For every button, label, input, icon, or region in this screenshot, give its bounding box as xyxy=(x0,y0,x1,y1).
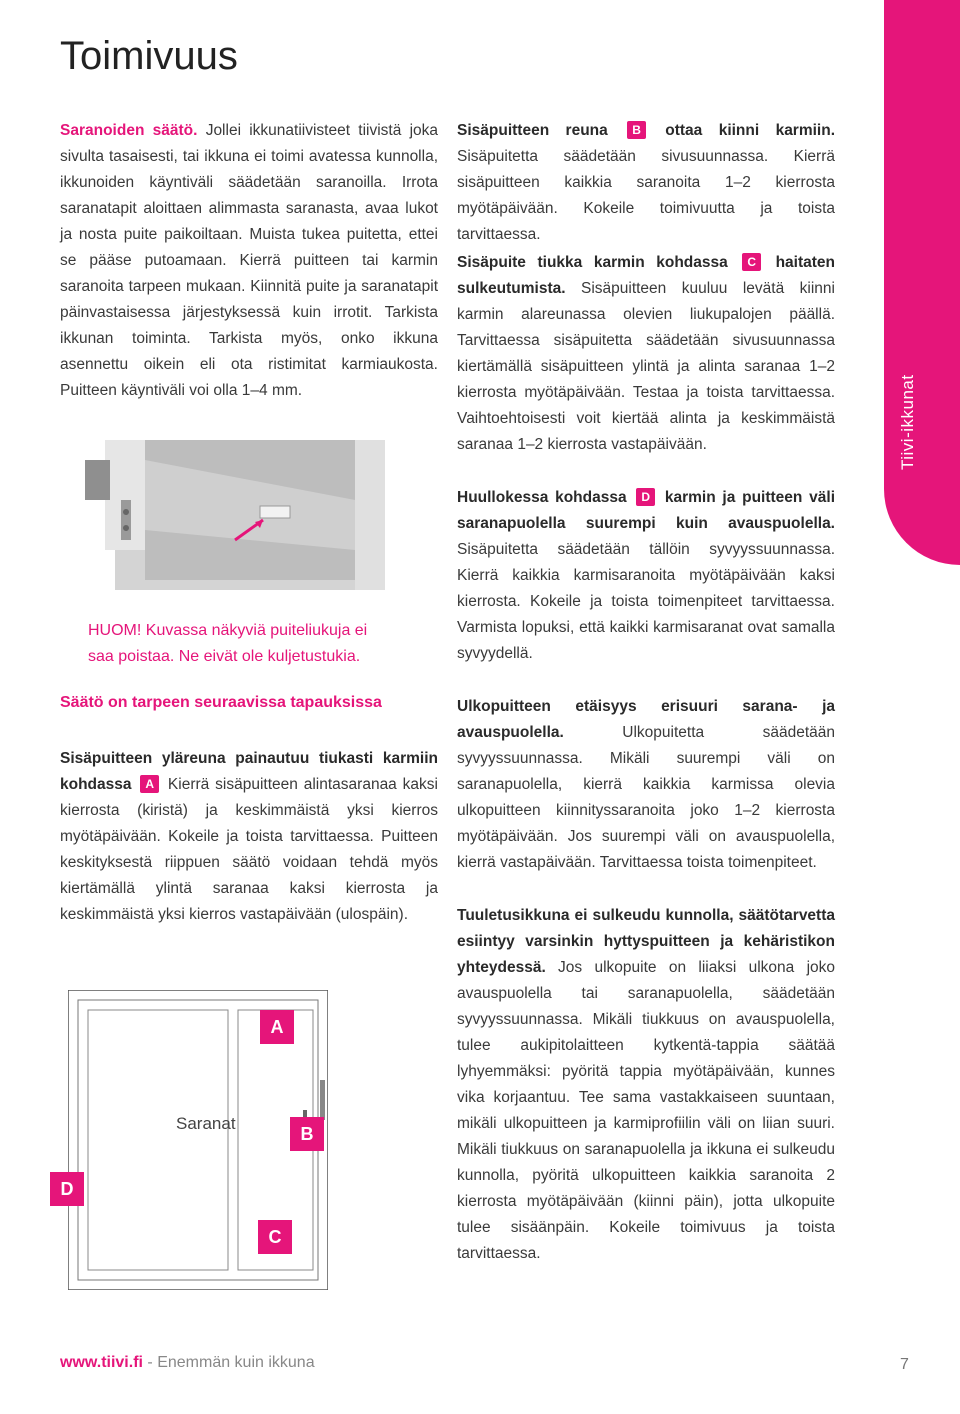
case-c-text: Sisäpuitteen kuuluu levätä kiinni karmin alareunassa olevien liukupalojen päällä. Tarvittaessa sisäpuitetta säädetään sivusuunnassa kiertämällä sisäpuitteen ylintä ja alinta saranaa 1–2 kierrosta myötäpäivään. Testaa ja toista tarvittaessa. Vaihtoehtoisesti voit kiertää alinta ja keskimmäistä saranaa 1–2 kierrosta vastapäivään. xyxy=(457,280,835,453)
case-f-text: Jos ulkopuite on liiaksi ulkona joko avauspuolella tai saranapuolella, säädetään syvyyssuunnassa. Mikäli tiukkuus on avauspuolella, tulee aukipitolaitteen kytkentä-tappia säätää lyhyemmäksi: pyöritä tappia myötäpäivään, kunnes vika korjaantuu. Tee sama vastakkaiseen suuntaan, mikäli ulkopuitteen ja karmiprofiilin väli on liian suuri. Mikäli tiukkuus on saranapuolella ja ikkuna ei sulkeudu kunnolla, pyöritä ulkopuitteen kaikkia saranoita 2 kierrosta myötäpäivään (kiinni päin), jotta ulkopuite tulee sisäänpäin. Kokeile toimivuus ja toista tarvittaessa. xyxy=(457,959,835,1262)
diagram-label-d: D xyxy=(50,1172,84,1206)
intro-heading: Saranoiden säätö. xyxy=(60,122,198,139)
case-b-heading-1: Sisäpuitteen reuna xyxy=(457,122,608,139)
intro-paragraph xyxy=(60,118,438,404)
case-b-paragraph xyxy=(457,118,835,248)
case-f-paragraph xyxy=(457,903,835,1267)
note-line-1: HUOM! Kuvassa näkyviä puiteliukuja ei xyxy=(88,622,368,639)
case-f-heading: Tuuletusikkuna ei sulkeudu kunnolla, säätötarvetta esiintyy varsinkin hyttyspuitteen ja kehäristikon yhteydessä. xyxy=(457,907,835,976)
case-c-heading-1: Sisäpuite tiukka karmin kohdassa xyxy=(457,254,728,271)
case-d-heading-1: Huullokessa kohdassa xyxy=(457,489,627,506)
section-heading: Säätö on tarpeen seuraavissa tapauksissa xyxy=(60,694,382,711)
case-a-paragraph xyxy=(60,746,438,928)
diagram-label-a: A xyxy=(260,1010,294,1044)
footer xyxy=(60,1354,315,1372)
case-a-text: Kierrä sisäpuitteen alintasaranaa kaksi kierrosta (kiristä) ja keskimmäistä yksi kierros myötäpäivään. Kokeile ja toista tarvittaessa. Puitteen keskityksestä riippuen säätö voidaan tehdä myös kiertämällä ylintä saranaa kaksi kierrosta ja keskimmäistä yksi kierros vastapäivään (ulospäin). xyxy=(60,776,438,923)
case-d-text: Sisäpuitetta säädetään tällöin syvyyssuunnassa. Kierrä kaikkia karmisaranoita myötäpäivään kaksi kierrosta. Kokeile ja toista toimenpiteet tarvittaessa. Varmista lopuksi, että kaikki karmisaranat ovat samalla syvyydellä. xyxy=(457,541,835,662)
case-a-heading: Sisäpuitteen yläreuna painautuu tiukasti karmiin kohdassa xyxy=(60,750,438,793)
case-c-paragraph xyxy=(457,250,835,458)
note-line-2: saa poistaa. Ne eivät ole kuljetustukia. xyxy=(88,648,361,665)
case-d-heading-2: karmin ja puitteen väli saranapuolella suurempi kuin avauspuolella. xyxy=(457,489,836,532)
side-tab-label: Tiivi-ikkunat xyxy=(898,374,917,470)
case-d-paragraph xyxy=(457,485,835,667)
case-c-heading-2: haitaten sulkeutumista. xyxy=(457,254,836,297)
diagram-label-b: B xyxy=(290,1117,324,1151)
badge-d: D xyxy=(636,488,655,506)
window-hinge-photo xyxy=(85,440,385,590)
page-title: Toimivuus xyxy=(60,34,238,78)
case-e-heading: Ulkopuitteen etäisyys erisuuri sarana- ja avauspuolella. xyxy=(457,698,835,741)
footer-tagline: - Enemmän kuin ikkuna xyxy=(142,1354,315,1371)
note xyxy=(88,618,367,670)
badge-a: A xyxy=(140,775,159,793)
case-e-paragraph xyxy=(457,694,835,876)
intro-text: Jollei ikkunatiivisteet tiivistä joka sivulta tasaisesti, tai ikkuna ei toimi avatessa kunnolla, ikkunoiden käyntiväli säädetään saranoilla. Irrota saranatapit aloittaen alimmasta saranasta, avaa lukot ja nosta puite paikoiltaan. Muista tukea puitetta, ettei se pääse putoamaan. Kierrä puitteen tai karmin saranoita tarpeen mukaan. Kiinnitä puite ja saranatapit päinvastaisessa järjestyksessä kuin irrotit. Tarkista ikkunan toiminta. Tarkista myös, onko ikkuna asennettu oikein eli ota ristimitat karmiaukosta. Puitteen käyntiväli voi olla 1–4 mm. xyxy=(60,122,439,399)
diagram-saranat-label: Saranat xyxy=(176,1114,236,1133)
page-number: 7 xyxy=(900,1356,909,1373)
badge-b: B xyxy=(627,121,646,139)
case-b-heading-2: ottaa kiinni karmiin. xyxy=(665,122,836,139)
side-tab xyxy=(884,0,960,565)
footer-url[interactable]: www.tiivi.fi xyxy=(60,1354,143,1371)
badge-c: C xyxy=(742,253,761,271)
diagram-label-c: C xyxy=(258,1220,292,1254)
case-e-text: Ulkopuitetta säädetään syvyyssuunnassa. Mikäli suurempi väli on saranapuolella, kierrä kaikkia karmissa olevia ulkopuitteen kiinnityssaranoita joko 1–2 kierrosta myötäpäivään. Jos suurempi väli on avauspuolella, kierrä vastapäivään. Tarvittaessa toista toimenpiteet. xyxy=(457,724,835,871)
case-b-text: Sisäpuitetta säädetään sivusuunnassa. Kierrä sisäpuitteen kaikkia saranoita 1–2 kierrosta myötäpäivään. Kokeile toimivuutta ja toista tarvittaessa. xyxy=(457,148,835,243)
